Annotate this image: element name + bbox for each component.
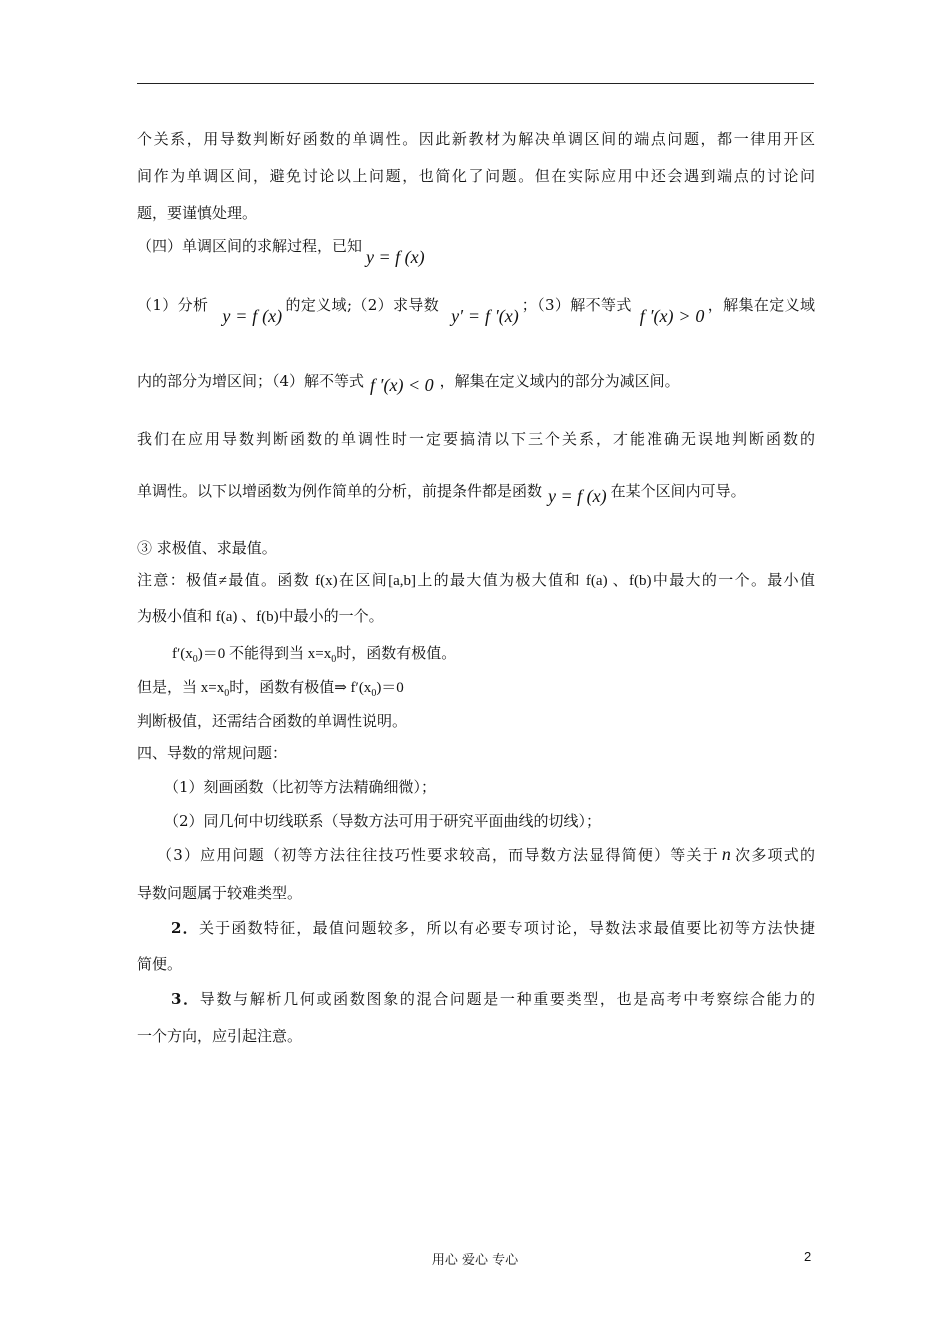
- extreme-line3-c: 时，函数有极值。: [336, 646, 457, 662]
- step2-text: 的定义域;（2）求导数: [285, 296, 440, 314]
- relations-line1: 我们在应用导数判断函数的单调性时一定要搞清以下三个关系，才能准确无误地判断函数的: [137, 430, 815, 448]
- step4-text: 内的部分为增区间；（4）解不等式: [137, 372, 365, 390]
- extreme-line3: [172, 642, 456, 665]
- extreme-line4-b: 时，函数有极值⇒ f′(x: [229, 680, 372, 696]
- problem-item-3-line1: [157, 844, 815, 865]
- problem-item-3-end: 次多项式的: [733, 846, 815, 864]
- math-n: n: [721, 844, 731, 864]
- subscript-zero: 0: [224, 688, 230, 699]
- extreme-title: ③ 求极值、求最值。: [137, 539, 277, 557]
- relations-line2-end: 在某个区间内可导。: [610, 482, 746, 500]
- section-four-title: 四、导数的常规问题：: [137, 744, 288, 762]
- extreme-line5: 判断极值，还需结合函数的单调性说明。: [137, 712, 408, 730]
- relations-line2: [137, 480, 815, 506]
- problem-item-3-text: （3）应用问题（初等方法往往技巧性要求较高，而导数方法显得简便）等关于: [157, 846, 719, 864]
- subscript-zero: 0: [331, 654, 337, 665]
- step3-text: ；（3）解不等式: [521, 296, 632, 314]
- problem-item-1: （1）刻画函数（比初等方法精确细微）；: [164, 778, 437, 796]
- point-2-number: 2．: [171, 919, 199, 937]
- formula-y-fx-3: y = f (x): [548, 486, 607, 506]
- step1-text: （1）分析: [137, 296, 209, 314]
- footer-motto: 用心 爱心 专心: [431, 1253, 519, 1268]
- para1-line2: 间作为单调区间，避免讨论以上问题，也简化了问题。但在实际应用中还会遇到端点的讨论问: [137, 167, 815, 185]
- para1-line1: 个关系，用导数判断好函数的单调性。因此新教材为解决单调区间的端点问题，都一律用开区: [137, 130, 815, 148]
- section4-intro: [137, 235, 815, 267]
- formula-y-fx-2: y = f (x): [222, 306, 283, 326]
- section4-steps-line1: [137, 294, 815, 326]
- problem-item-2: （2）同几何中切线联系（导数方法可用于研究平面曲线的切线）；: [164, 812, 602, 830]
- extreme-line4-a: 但是，当 x=x: [137, 680, 225, 696]
- point-3-number: 3．: [171, 990, 200, 1008]
- subscript-zero: 0: [192, 654, 198, 665]
- point-2-line1: [171, 917, 815, 938]
- section4-steps-line2: [137, 370, 815, 395]
- step4-result-text: ，解集在定义域内的部分为减区间。: [439, 372, 680, 390]
- point-2-line2: 简便。: [137, 955, 183, 973]
- point-2-text: 关于函数特征，最值问题较多，所以有必要专项讨论，导数法求最值要比初等方法快捷: [198, 919, 815, 937]
- step3-result-text: ，解集在定义域: [707, 296, 815, 314]
- extreme-line4-c: )＝0: [376, 680, 404, 696]
- formula-derivative: y′ = f ′(x): [451, 306, 519, 326]
- point-3-line2: 一个方向，应引起注意。: [137, 1027, 303, 1045]
- formula-y-fx: y = f (x): [366, 247, 425, 267]
- problem-item-3-line2: 导数问题属于较难类型。: [137, 884, 303, 902]
- header-rule: [137, 83, 814, 84]
- extreme-note-line1: 注意：极值≠最值。函数 f(x)在区间[a,b]上的最大值为极大值和 f(a) 、f(b)中最大的一个。最小值: [137, 573, 815, 589]
- point-3-text: 导数与解析几何或函数图象的混合问题是一种重要类型，也是高考中考察综合能力的: [199, 990, 816, 1008]
- extreme-line4: [137, 676, 815, 699]
- extreme-note-line2: 为极小值和 f(a) 、f(b)中最小的一个。: [137, 609, 384, 625]
- relations-line2-text: 单调性。以下以增函数为例作简单的分析，前提条件都是函数: [137, 482, 543, 500]
- page-number: 2: [804, 1249, 812, 1264]
- point-3-line1: [171, 988, 815, 1009]
- para1-line3: 题，要谨慎处理。: [137, 204, 258, 222]
- section4-intro-text: （四）单调区间的求解过程，已知: [137, 237, 363, 255]
- formula-fprime-lt-0: f ′(x) < 0: [370, 375, 434, 395]
- formula-fprime-gt-0: f ′(x) > 0: [639, 306, 705, 326]
- extreme-line3-a: f′(x: [172, 646, 193, 662]
- subscript-zero: 0: [371, 688, 377, 699]
- extreme-line3-b: )＝0 不能得到当 x=x: [197, 646, 332, 662]
